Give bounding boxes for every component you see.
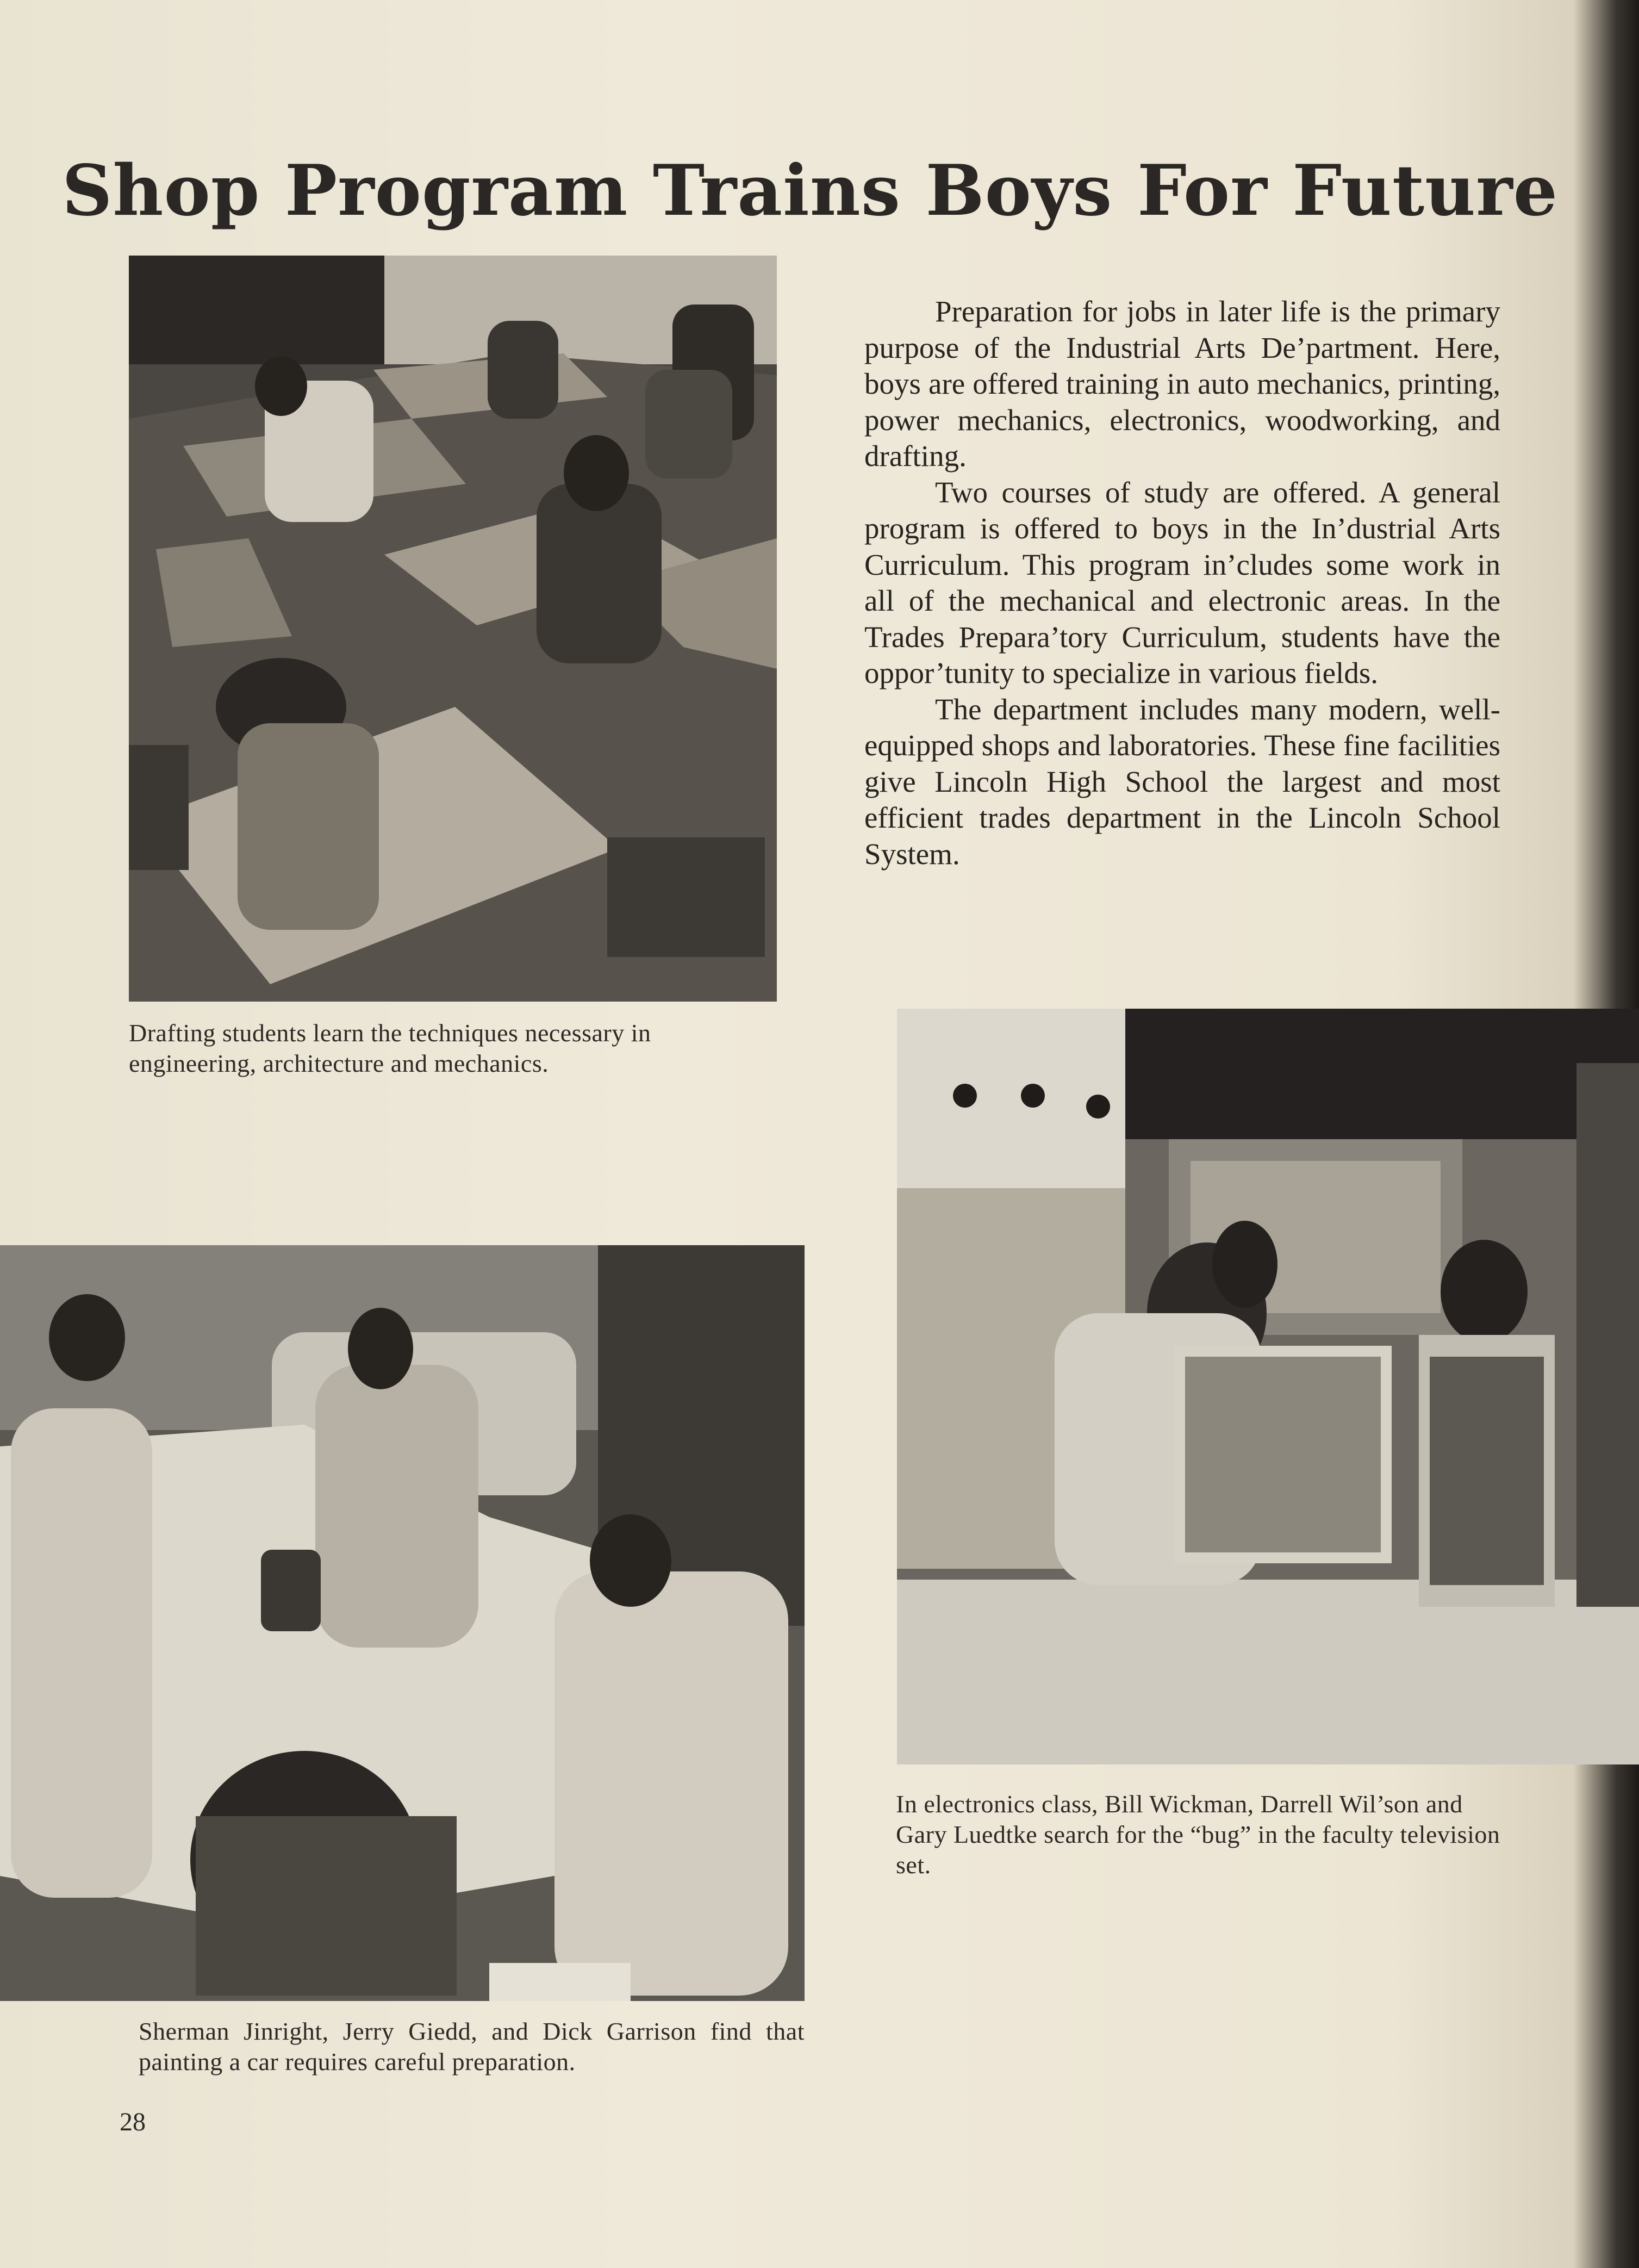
- paragraph-3: The department includes many modern, well-equipped shops and laboratories. These fine facilities give Lincoln High School the largest and most efficient trades department in the Lincoln School System.: [864, 692, 1500, 871]
- article-body: [864, 294, 1500, 872]
- electronics-caption: In electronics class, Bill Wickman, Darrell Wil’son and Gary Luedtke search for the “bug” in the faculty television set.: [896, 1790, 1500, 1879]
- paragraph-1: Preparation for jobs in later life is the primary purpose of the Industrial Arts De’partment. Here, boys are offered training in auto mechanics, printing, power mechanics, electronics, woodworking, and drafting.: [864, 295, 1500, 473]
- car-painting-photo: [0, 1245, 805, 2001]
- paragraph-2: Two courses of study are offered. A general program is offered to boys in the In’dustrial Arts Curriculum. This program in’cludes some work in all of the mechanical and electronic areas. In the Trades Prepara’tory Curriculum, students have the oppor’tunity to specialize in various fields.: [864, 475, 1500, 689]
- page-title: Shop Program Trains Boys For Future: [61, 150, 1559, 232]
- page-number: 28: [120, 2108, 146, 2136]
- painting-caption: Sherman Jinright, Jerry Giedd, and Dick Garrison find that painting a car requires careful preparation.: [139, 2017, 805, 2076]
- electronics-class-photo: [897, 1009, 1639, 1764]
- drafting-caption: Drafting students learn the techniques necessary in engineering, architecture and mechanics.: [129, 1019, 651, 1077]
- drafting-class-photo: [129, 256, 777, 1002]
